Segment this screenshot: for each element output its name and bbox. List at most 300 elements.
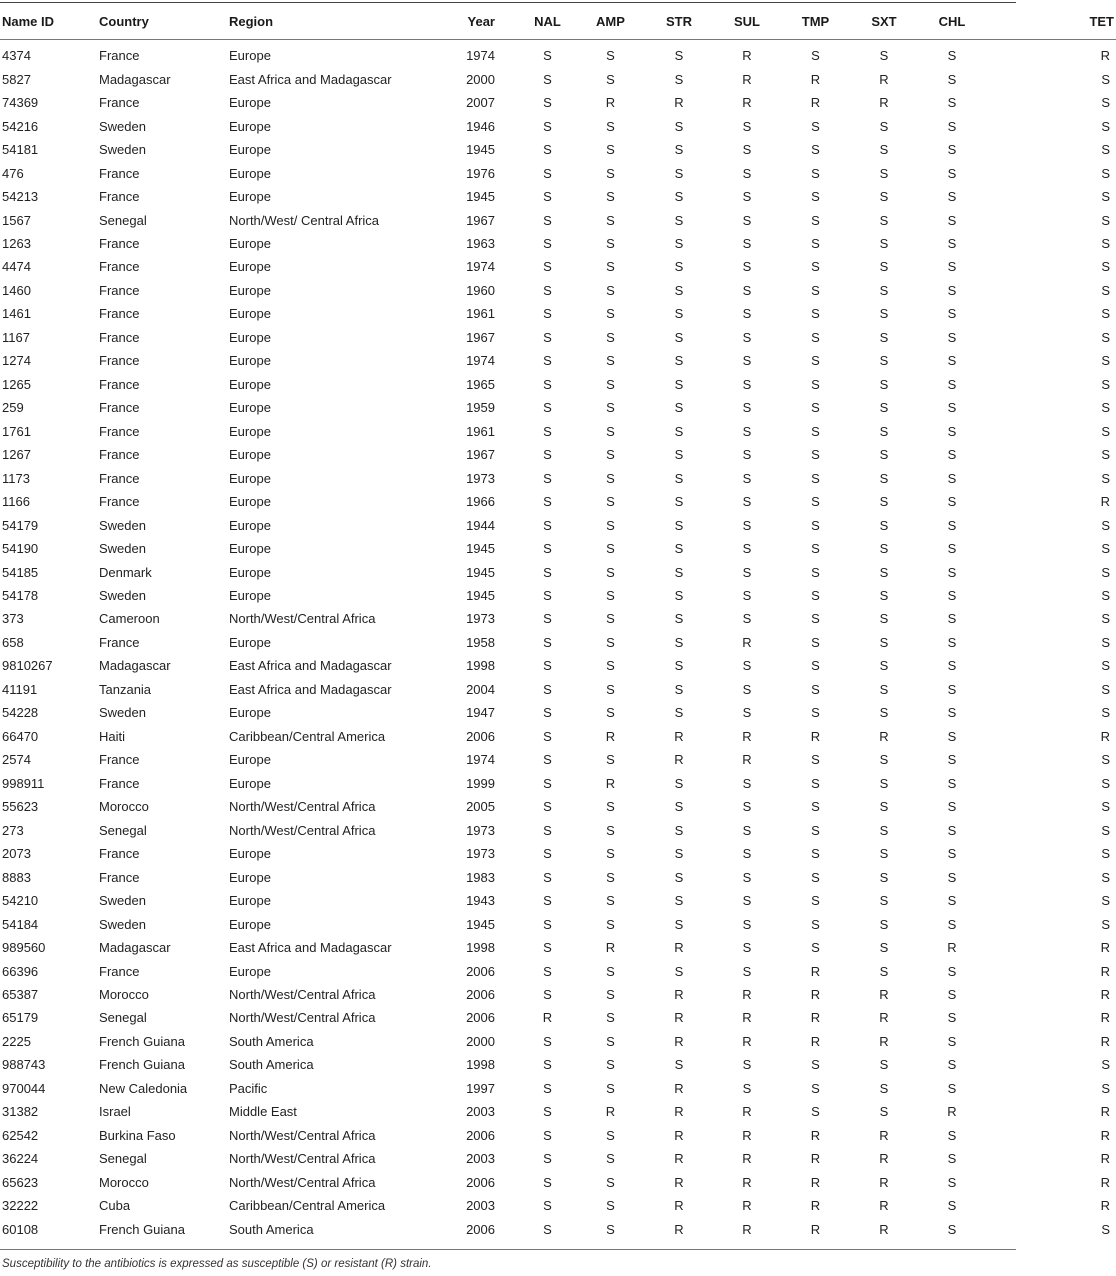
cell-tet: R bbox=[1100, 1010, 1110, 1026]
cell-name-id: 1567 bbox=[2, 212, 31, 228]
cell-country: France bbox=[99, 189, 140, 205]
cell-country: Sweden bbox=[99, 142, 146, 158]
cell-amp: S bbox=[606, 705, 615, 721]
cell-tmp: S bbox=[811, 1104, 820, 1120]
cell-sxt: S bbox=[879, 681, 889, 697]
cell-region: Europe bbox=[229, 118, 271, 134]
cell-country: France bbox=[99, 282, 140, 298]
cell-str: S bbox=[674, 705, 684, 721]
cell-amp: S bbox=[606, 634, 615, 650]
cell-tet: S bbox=[1101, 423, 1110, 439]
cell-tmp: S bbox=[811, 189, 820, 205]
cell-name-id: 66470 bbox=[2, 728, 39, 744]
cell-tmp: S bbox=[811, 1057, 820, 1073]
cell-chl: S bbox=[947, 282, 957, 298]
cell-sxt: S bbox=[879, 822, 889, 838]
cell-sul: S bbox=[742, 165, 752, 181]
cell-amp: S bbox=[606, 846, 615, 862]
cell-year: 1998 bbox=[466, 1057, 495, 1073]
cell-region: Europe bbox=[229, 423, 271, 439]
cell-year: 1945 bbox=[466, 564, 495, 580]
header-chl: CHL bbox=[938, 13, 966, 29]
cell-country: France bbox=[99, 48, 140, 64]
cell-name-id: 55623 bbox=[2, 799, 39, 815]
cell-tmp: R bbox=[810, 986, 821, 1002]
cell-amp: S bbox=[606, 1080, 615, 1096]
cell-chl: S bbox=[947, 681, 957, 697]
cell-region: North/West/Central Africa bbox=[229, 799, 376, 815]
cell-nal: S bbox=[543, 1198, 552, 1214]
cell-str: S bbox=[674, 494, 684, 510]
cell-sxt: S bbox=[879, 306, 889, 322]
cell-str: R bbox=[674, 752, 684, 768]
cell-sul: R bbox=[742, 95, 752, 111]
cell-chl: S bbox=[947, 1127, 957, 1143]
cell-str: S bbox=[674, 329, 684, 345]
cell-sxt: S bbox=[879, 329, 889, 345]
table-row bbox=[0, 1147, 1116, 1170]
cell-tmp: S bbox=[811, 494, 820, 510]
cell-year: 2007 bbox=[466, 95, 495, 111]
cell-year: 2000 bbox=[466, 1033, 495, 1049]
cell-name-id: 1761 bbox=[2, 423, 31, 439]
cell-sxt: S bbox=[879, 447, 889, 463]
cell-sul: S bbox=[742, 658, 752, 674]
cell-sxt: R bbox=[879, 1127, 889, 1143]
cell-tet: S bbox=[1101, 400, 1110, 416]
cell-str: S bbox=[674, 470, 684, 486]
table-row bbox=[0, 1077, 1116, 1100]
cell-sxt: S bbox=[879, 963, 889, 979]
table-row bbox=[0, 1171, 1116, 1194]
table-row bbox=[0, 208, 1116, 231]
cell-tet: S bbox=[1101, 681, 1110, 697]
cell-region: Pacific bbox=[229, 1080, 268, 1096]
cell-name-id: 65179 bbox=[2, 1010, 39, 1026]
cell-year: 1960 bbox=[466, 282, 495, 298]
cell-region: Europe bbox=[229, 189, 271, 205]
table-row bbox=[0, 912, 1116, 935]
cell-nal: S bbox=[543, 259, 552, 275]
cell-country: France bbox=[99, 869, 140, 885]
cell-chl: S bbox=[947, 306, 957, 322]
cell-country: France bbox=[99, 846, 140, 862]
cell-country: New Caledonia bbox=[99, 1080, 188, 1096]
cell-amp: S bbox=[606, 235, 615, 251]
cell-amp: S bbox=[606, 329, 615, 345]
cell-amp: S bbox=[606, 306, 615, 322]
cell-chl: S bbox=[947, 588, 957, 604]
cell-sxt: S bbox=[879, 423, 889, 439]
cell-sxt: S bbox=[879, 376, 889, 392]
cell-name-id: 54178 bbox=[2, 588, 39, 604]
cell-name-id: 373 bbox=[2, 611, 24, 627]
cell-sxt: R bbox=[879, 1033, 889, 1049]
cell-chl: S bbox=[947, 142, 957, 158]
cell-year: 1958 bbox=[466, 634, 495, 650]
cell-amp: S bbox=[606, 118, 615, 134]
cell-name-id: 8883 bbox=[2, 869, 31, 885]
cell-name-id: 9810267 bbox=[2, 658, 53, 674]
cell-region: Europe bbox=[229, 634, 271, 650]
cell-sxt: R bbox=[879, 986, 889, 1002]
cell-year: 1945 bbox=[466, 189, 495, 205]
cell-str: S bbox=[674, 423, 684, 439]
cell-tet: R bbox=[1100, 986, 1110, 1002]
cell-sxt: S bbox=[879, 564, 889, 580]
cell-year: 1963 bbox=[466, 235, 495, 251]
cell-country: France bbox=[99, 494, 140, 510]
cell-amp: S bbox=[606, 494, 615, 510]
cell-chl: S bbox=[947, 846, 957, 862]
cell-nal: S bbox=[543, 588, 552, 604]
cell-country: France bbox=[99, 775, 140, 791]
cell-tet: S bbox=[1101, 189, 1110, 205]
cell-region: East Africa and Madagascar bbox=[229, 681, 392, 697]
cell-chl: S bbox=[947, 48, 957, 64]
cell-tmp: S bbox=[811, 142, 820, 158]
cell-name-id: 1167 bbox=[2, 329, 30, 345]
cell-sul: R bbox=[742, 1151, 752, 1167]
cell-sxt: S bbox=[879, 611, 889, 627]
cell-chl: S bbox=[947, 634, 957, 650]
cell-chl: S bbox=[947, 1057, 957, 1073]
cell-chl: S bbox=[947, 353, 957, 369]
cell-tmp: R bbox=[810, 1010, 821, 1026]
cell-name-id: 1265 bbox=[2, 376, 31, 392]
cell-region: North/West/ Central Africa bbox=[229, 212, 380, 228]
cell-nal: S bbox=[543, 376, 552, 392]
cell-sxt: S bbox=[879, 1104, 889, 1120]
cell-chl: S bbox=[947, 963, 957, 979]
cell-sul: R bbox=[742, 1127, 752, 1143]
cell-nal: S bbox=[543, 658, 552, 674]
cell-sul: R bbox=[742, 1033, 752, 1049]
cell-nal: S bbox=[543, 353, 552, 369]
cell-nal: S bbox=[543, 1221, 552, 1237]
cell-tmp: S bbox=[811, 306, 820, 322]
cell-sul: S bbox=[742, 681, 752, 697]
cell-country: Sweden bbox=[99, 541, 146, 557]
cell-country: Morocco bbox=[99, 1174, 149, 1190]
cell-str: R bbox=[674, 1151, 684, 1167]
cell-country: France bbox=[99, 447, 140, 463]
cell-name-id: 658 bbox=[2, 634, 24, 650]
cell-name-id: 988743 bbox=[2, 1057, 46, 1073]
cell-sul: S bbox=[742, 869, 752, 885]
cell-sul: S bbox=[742, 564, 752, 580]
header-row bbox=[0, 3, 1116, 40]
cell-tmp: S bbox=[811, 259, 820, 275]
table-row bbox=[0, 959, 1116, 982]
cell-amp: S bbox=[606, 400, 615, 416]
cell-year: 2006 bbox=[466, 1221, 495, 1237]
header-nal: NAL bbox=[534, 13, 561, 29]
table-row bbox=[0, 443, 1116, 466]
cell-tet: S bbox=[1101, 1057, 1110, 1073]
cell-region: Europe bbox=[229, 893, 271, 909]
cell-region: Caribbean/Central America bbox=[229, 728, 386, 744]
cell-tmp: S bbox=[811, 212, 820, 228]
cell-nal: S bbox=[543, 1080, 552, 1096]
cell-year: 1967 bbox=[466, 329, 495, 345]
cell-tmp: S bbox=[811, 282, 820, 298]
cell-year: 1947 bbox=[466, 705, 495, 721]
cell-country: France bbox=[99, 634, 140, 650]
cell-sxt: R bbox=[879, 1221, 889, 1237]
cell-tmp: R bbox=[810, 1221, 821, 1237]
cell-amp: S bbox=[606, 1033, 615, 1049]
cell-sul: S bbox=[742, 235, 752, 251]
cell-sul: S bbox=[742, 423, 752, 439]
cell-nal: S bbox=[543, 517, 552, 533]
cell-tet: S bbox=[1101, 212, 1110, 228]
cell-chl: S bbox=[947, 329, 957, 345]
cell-country: French Guiana bbox=[99, 1057, 185, 1073]
cell-sul: S bbox=[742, 118, 752, 134]
cell-region: Europe bbox=[229, 752, 271, 768]
cell-nal: S bbox=[543, 494, 552, 510]
cell-sxt: S bbox=[879, 212, 889, 228]
cell-nal: S bbox=[543, 728, 552, 744]
cell-region: Europe bbox=[229, 142, 271, 158]
cell-str: R bbox=[674, 1010, 684, 1026]
table-row bbox=[0, 513, 1116, 536]
cell-str: S bbox=[674, 118, 684, 134]
cell-year: 2003 bbox=[466, 1104, 495, 1120]
cell-str: S bbox=[674, 400, 684, 416]
cell-sxt: S bbox=[879, 893, 889, 909]
cell-tet: S bbox=[1101, 564, 1110, 580]
cell-tet: R bbox=[1100, 1151, 1110, 1167]
cell-str: S bbox=[674, 564, 684, 580]
cell-tet: R bbox=[1100, 1174, 1110, 1190]
cell-nal: S bbox=[543, 1104, 552, 1120]
cell-nal: S bbox=[543, 846, 552, 862]
cell-region: Europe bbox=[229, 705, 271, 721]
cell-year: 1974 bbox=[466, 259, 495, 275]
table-row bbox=[0, 748, 1116, 771]
cell-chl: S bbox=[947, 189, 957, 205]
cell-nal: S bbox=[543, 799, 552, 815]
cell-tmp: S bbox=[811, 869, 820, 885]
cell-chl: S bbox=[947, 376, 957, 392]
cell-country: Israel bbox=[99, 1104, 131, 1120]
cell-amp: S bbox=[606, 681, 615, 697]
cell-str: S bbox=[674, 869, 684, 885]
cell-chl: S bbox=[947, 235, 957, 251]
cell-region: Europe bbox=[229, 775, 271, 791]
cell-str: S bbox=[674, 48, 684, 64]
cell-tet: S bbox=[1101, 235, 1110, 251]
cell-region: Europe bbox=[229, 306, 271, 322]
cell-year: 1945 bbox=[466, 142, 495, 158]
cell-nal: S bbox=[543, 423, 552, 439]
cell-nal: S bbox=[543, 752, 552, 768]
cell-country: Sweden bbox=[99, 588, 146, 604]
cell-sxt: S bbox=[879, 799, 889, 815]
cell-tet: S bbox=[1101, 282, 1110, 298]
cell-tmp: R bbox=[810, 728, 821, 744]
cell-chl: S bbox=[947, 1010, 957, 1026]
cell-str: R bbox=[674, 986, 684, 1002]
cell-name-id: 476 bbox=[2, 165, 24, 181]
cell-region: Middle East bbox=[229, 1104, 297, 1120]
cell-str: S bbox=[674, 775, 684, 791]
table-row bbox=[0, 138, 1116, 161]
cell-sxt: S bbox=[879, 189, 889, 205]
cell-tmp: S bbox=[811, 846, 820, 862]
cell-sul: S bbox=[742, 142, 752, 158]
cell-sxt: S bbox=[879, 165, 889, 181]
cell-country: Sweden bbox=[99, 705, 146, 721]
cell-name-id: 5827 bbox=[2, 71, 31, 87]
cell-country: Tanzania bbox=[99, 681, 152, 697]
cell-country: Senegal bbox=[99, 822, 147, 838]
cell-tmp: S bbox=[811, 541, 820, 557]
cell-chl: S bbox=[947, 165, 957, 181]
cell-year: 1973 bbox=[466, 611, 495, 627]
table-row bbox=[0, 537, 1116, 560]
header-country: Country bbox=[99, 13, 149, 29]
cell-tmp: S bbox=[811, 658, 820, 674]
cell-year: 1973 bbox=[466, 846, 495, 862]
cell-chl: S bbox=[947, 259, 957, 275]
cell-nal: S bbox=[543, 48, 552, 64]
cell-chl: S bbox=[947, 822, 957, 838]
cell-chl: S bbox=[947, 118, 957, 134]
cell-year: 2006 bbox=[466, 1174, 495, 1190]
cell-tet: R bbox=[1100, 963, 1110, 979]
cell-chl: S bbox=[947, 611, 957, 627]
cell-nal: S bbox=[543, 235, 552, 251]
cell-sxt: S bbox=[879, 588, 889, 604]
cell-chl: S bbox=[947, 986, 957, 1002]
cell-sul: S bbox=[742, 376, 752, 392]
cell-sxt: S bbox=[879, 916, 889, 932]
cell-str: R bbox=[674, 1104, 684, 1120]
cell-sxt: R bbox=[879, 1151, 889, 1167]
cell-name-id: 54210 bbox=[2, 893, 39, 909]
cell-amp: S bbox=[606, 259, 615, 275]
cell-region: Europe bbox=[229, 869, 271, 885]
cell-region: North/West/Central Africa bbox=[229, 1151, 376, 1167]
cell-sxt: R bbox=[879, 1174, 889, 1190]
cell-nal: S bbox=[543, 1174, 552, 1190]
table-row bbox=[0, 983, 1116, 1006]
cell-country: Cameroon bbox=[99, 611, 160, 627]
cell-sxt: S bbox=[879, 142, 889, 158]
cell-sul: S bbox=[742, 940, 752, 956]
cell-nal: S bbox=[543, 470, 552, 486]
cell-tmp: R bbox=[810, 1198, 821, 1214]
cell-sxt: S bbox=[879, 118, 889, 134]
cell-name-id: 65387 bbox=[2, 986, 39, 1002]
cell-name-id: 1460 bbox=[2, 282, 31, 298]
header-year: Year bbox=[467, 13, 495, 29]
cell-year: 2005 bbox=[466, 799, 495, 815]
cell-year: 1945 bbox=[466, 916, 495, 932]
cell-nal: S bbox=[543, 447, 552, 463]
table-row bbox=[0, 161, 1116, 184]
cell-region: North/West/Central Africa bbox=[229, 822, 376, 838]
table-row bbox=[0, 185, 1116, 208]
table-row bbox=[0, 490, 1116, 513]
cell-year: 1976 bbox=[466, 165, 495, 181]
cell-tet: S bbox=[1101, 752, 1110, 768]
cell-chl: S bbox=[947, 728, 957, 744]
cell-year: 1944 bbox=[466, 517, 495, 533]
cell-name-id: 54216 bbox=[2, 118, 39, 134]
cell-amp: S bbox=[606, 1198, 615, 1214]
cell-country: France bbox=[99, 376, 140, 392]
cell-tet: S bbox=[1101, 95, 1110, 111]
cell-nal: S bbox=[543, 1057, 552, 1073]
cell-sxt: R bbox=[879, 95, 889, 111]
cell-year: 2000 bbox=[466, 71, 495, 87]
cell-amp: S bbox=[606, 282, 615, 298]
cell-str: S bbox=[674, 259, 684, 275]
cell-nal: S bbox=[543, 634, 552, 650]
cell-sxt: S bbox=[879, 752, 889, 768]
cell-tmp: S bbox=[811, 822, 820, 838]
cell-year: 1961 bbox=[466, 423, 495, 439]
cell-tet: S bbox=[1101, 799, 1110, 815]
cell-country: France bbox=[99, 306, 140, 322]
cell-year: 1965 bbox=[466, 376, 495, 392]
cell-sxt: S bbox=[879, 470, 889, 486]
cell-nal: S bbox=[543, 611, 552, 627]
cell-amp: S bbox=[606, 916, 615, 932]
cell-chl: S bbox=[947, 1080, 957, 1096]
cell-nal: S bbox=[543, 165, 552, 181]
cell-sul: S bbox=[742, 1057, 752, 1073]
cell-amp: S bbox=[606, 1151, 615, 1167]
cell-year: 1997 bbox=[466, 1080, 495, 1096]
table-row bbox=[0, 725, 1116, 748]
cell-sul: R bbox=[742, 71, 752, 87]
cell-tmp: S bbox=[811, 799, 820, 815]
cell-tet: R bbox=[1100, 728, 1110, 744]
cell-nal: S bbox=[543, 775, 552, 791]
cell-year: 1946 bbox=[466, 118, 495, 134]
cell-sxt: S bbox=[879, 634, 889, 650]
cell-name-id: 998911 bbox=[2, 775, 45, 791]
table-row bbox=[0, 584, 1116, 607]
cell-tet: S bbox=[1101, 376, 1110, 392]
cell-name-id: 1263 bbox=[2, 235, 31, 251]
cell-year: 1998 bbox=[466, 658, 495, 674]
cell-chl: S bbox=[947, 212, 957, 228]
cell-tet: S bbox=[1101, 71, 1110, 87]
cell-amp: R bbox=[605, 940, 616, 956]
cell-country: Haiti bbox=[99, 728, 126, 744]
cell-year: 2003 bbox=[466, 1198, 495, 1214]
cell-amp: S bbox=[606, 1127, 615, 1143]
cell-country: Morocco bbox=[99, 986, 149, 1002]
header-sxt: SXT bbox=[871, 13, 897, 29]
cell-year: 1945 bbox=[466, 588, 495, 604]
cell-amp: S bbox=[606, 799, 615, 815]
cell-sul: R bbox=[742, 1010, 752, 1026]
cell-chl: S bbox=[947, 705, 957, 721]
cell-year: 1974 bbox=[466, 353, 495, 369]
cell-sul: R bbox=[742, 1221, 752, 1237]
table-row bbox=[0, 1006, 1116, 1029]
cell-sxt: S bbox=[879, 517, 889, 533]
cell-country: Madagascar bbox=[99, 658, 171, 674]
cell-tet: S bbox=[1101, 165, 1110, 181]
